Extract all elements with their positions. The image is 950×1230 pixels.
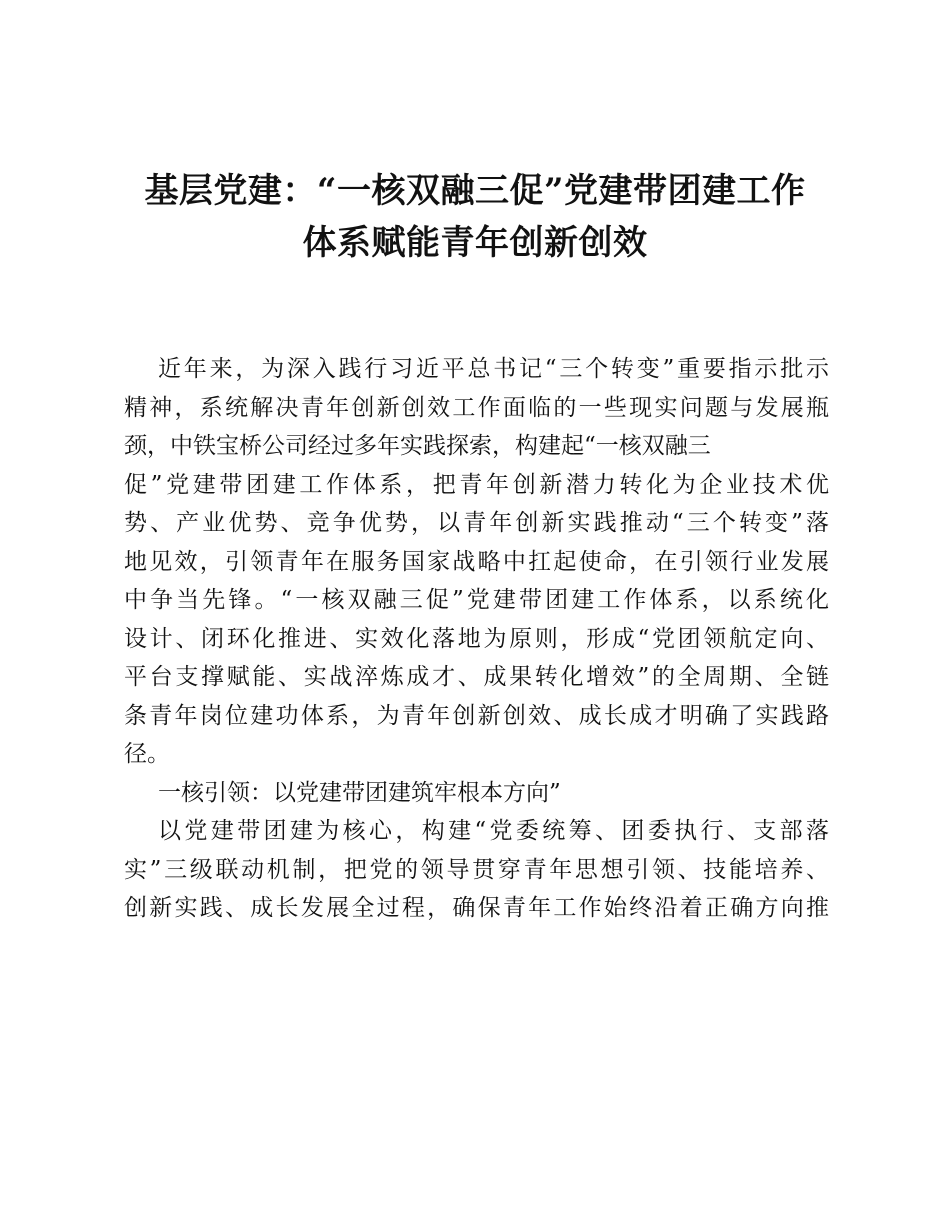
body-text-line: 地见效，引领青年在服务国家战略中扛起使命，在引领行业发展 <box>124 548 829 575</box>
body-text-line: 条青年岗位建功体系，为青年创新创效、成长成才明确了实践路 <box>124 702 829 729</box>
body-text-line: 实”三级联动机制，把党的领导贯穿青年思想引领、技能培养、 <box>124 856 829 883</box>
body-text-line: 设计、闭环化推进、实效化落地为原则，形成“党团领航定向、 <box>124 625 829 652</box>
body-text-line: 一核引领：以党建带团建筑牢根本方向” <box>158 779 561 806</box>
body-text-line: 径。 <box>124 741 170 767</box>
body-text-line: 近年来，为深入践行习近平总书记“三个转变”重要指示批示 <box>158 356 829 382</box>
body-text-line: 创新实践、成长发展全过程，确保青年工作始终沿着正确方向推 <box>124 895 829 921</box>
body-text-line: 以党建带团建为核心，构建“党委统筹、团委执行、支部落 <box>158 818 829 844</box>
document-body <box>124 350 829 928</box>
body-text-line: 平台支撑赋能、实战淬炼成才、成果转化增效”的全周期、全链 <box>124 664 829 690</box>
title-line-1: 基层党建：“一核双融三促”党建带团建工作 <box>144 171 806 211</box>
document-title <box>100 165 850 269</box>
body-text-line: 促”党建带团建工作体系，把青年创新潜力转化为企业技术优 <box>124 471 829 498</box>
body-text-line: 势、产业优势、竞争优势，以青年创新实践推动“三个转变”落 <box>124 510 829 536</box>
body-text-line: 颈，中铁宝桥公司经过多年实践探索，构建起“一核双融三 <box>124 433 711 459</box>
body-text-line: 中争当先锋。“一核双融三促”党建带团建工作体系，以系统化 <box>124 587 829 613</box>
body-text-line: 精神，系统解决青年创新创效工作面临的一些现实问题与发展瓶 <box>124 394 829 421</box>
title-line-2: 体系赋能青年创新创效 <box>302 223 648 263</box>
